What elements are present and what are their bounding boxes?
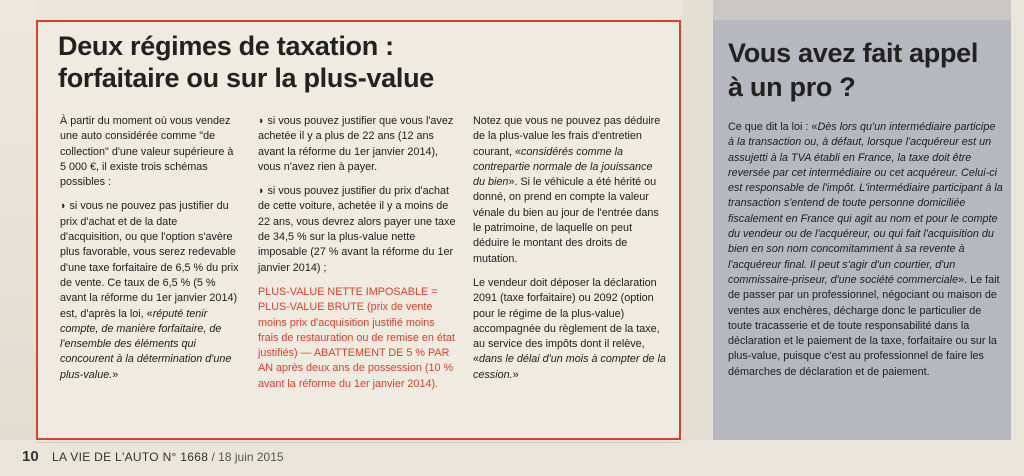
footer-divider — [36, 442, 681, 443]
article-title — [58, 30, 678, 94]
bullet-icon: ◗ — [258, 115, 265, 127]
exemption-paragraph: ◗ si vous pouvez justifier que vous l'avez achetée il y a plus de 22 ans (12 ans avant la réforme du 1er janvier 2014), vous n'avez rien à payer. — [258, 115, 454, 173]
sidebar-title — [728, 36, 998, 104]
bullet-icon: ◗ — [60, 200, 67, 213]
plus-value-paragraph: ◗ si vous pouvez justifier du prix d'achat de cette voiture, achetée il y a moins de 22 ans, vous devrez alors payer une taxe de 34,5 % sur la plus-value nette imposable (27 % avant la réforme du 1er janvier 2014) ; — [258, 185, 456, 274]
previous-column-edge — [0, 0, 36, 440]
sidebar-title-line2: à un pro ? — [728, 72, 856, 102]
formula-paragraph: PLUS-VALUE NETTE IMPOSABLE = PLUS-VALUE BRUTE (prix de vente moins prix d'acquisition justifié moins frais de restauration ou de remise en état justifiés) — ABATTEMENT DE 5 % PAR AN après deux ans de possession (10 % avant la réforme du 1er janvier 2014). — [258, 285, 455, 390]
article-column-1 — [60, 114, 240, 392]
column-gutter — [683, 0, 713, 440]
article-title-line2: forfaitaire ou sur la plus-value — [58, 63, 434, 93]
article-column-2 — [258, 114, 456, 401]
article-title-line1: Deux régimes de taxation : — [58, 31, 394, 61]
issue-date: / 18 juin 2015 — [211, 450, 284, 464]
intro-paragraph: À partir du moment où vous vendez une auto considérée comme "de collection" d'une valeur supérieure à 5 000 €, il existe trois schémas possibles : — [60, 115, 234, 189]
page-number: 10 — [22, 448, 39, 465]
magazine-name: LA VIE DE L'AUTO N° 1668 — [52, 450, 209, 464]
forfait-paragraph: ◗ si vous ne pouvez pas justifier du prix d'achat et de la date d'acquisition, ou que l'option s'avère plus favorable, vous serez redevable d'une taxe forfaitaire de 6,5 % du prix de vente. Ce taux de 6,5 % (5 % avant la réforme du 1er janvier 2014) est, d'après la loi, «réputé tenir compte, de manière forfaitaire, de l'ensemble des éléments qui concourent à la détermination d'une plus-value.» — [60, 200, 239, 381]
sidebar-top-strip — [713, 0, 1011, 20]
bullet-icon: ◗ — [258, 185, 265, 198]
page-footer — [22, 448, 284, 465]
sidebar-title-line1: Vous avez fait appel — [728, 38, 979, 68]
article-column-3 — [473, 114, 667, 392]
sidebar-text: Ce que dit la loi : «Dès lors qu'un intermédiaire participe à la transaction ou, à défaut, lorsque l'acquéreur est un assujetti à la TVA établi en France, la taxe doit être reversée par cet intermédiaire ou cet acquéreur. Celui-ci est responsable de l'impôt. L'intermédiaire participant à la transaction s'entend de toute personne domiciliée fiscalement en France qui agit au nom et pour le compte du vendeur ou de l'acquéreur, ou qui fait l'acquisition du bien en son nom concomitamment à sa revente à l'acquéreur final. Il peut s'agir d'un courtier, d'un commissaire-priseur, d'une société commerciale». Le fait de passer par un professionnel, négociant ou maison de ventes aux enchères, décharge donc le particulier de toute tracasserie et de toute responsabilité dans la déclaration et le paiement de la taxe, forfaitaire ou sur la plus-value, puisque c'est au professionnel de faire les démarches de déclaration et de paiement. — [728, 121, 1003, 378]
maintenance-paragraph: Notez que vous ne pouvez pas déduire de la plus-value les frais d'entretien courant, «considérés comme la contrepartie normale de la jouissance du bien». Si le véhicule a été hérité ou donné, on prend en compte la valeur vénale du bien au jour de l'entrée dans le patrimoine, de laquelle on peut déduire le montant des droits de mutation. — [473, 115, 661, 265]
declaration-paragraph: Le vendeur doit déposer la déclaration 2091 (taxe forfaitaire) ou 2092 (option pour le régime de la plus-value) accompagnée du règlement de la taxe, au service des impôts dont il relève, «dans le délai d'un mois à compter de la cession.» — [473, 276, 666, 381]
